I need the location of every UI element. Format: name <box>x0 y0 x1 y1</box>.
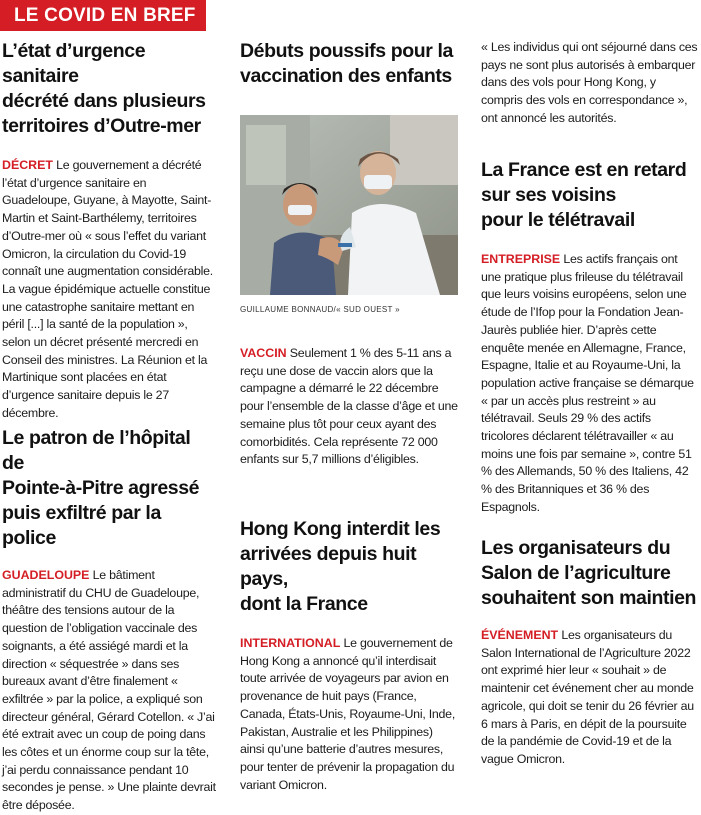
article-telework <box>481 158 699 517</box>
article-body: « Les individus qui ont séjourné dans ces pays ne sont plus autorisés à embarquer dans des vols pour Hong Kong, y compris des vols en correspondance », ont annoncé les autorités. <box>481 40 698 125</box>
article-body: VACCIN Seulement 1 % des 5-11 ans a reçu une dose de vaccin alors que la campagne a démarré le 22 décembre pour l’ensemble de la classe d’âge et une semaine plus tôt pour ceux ayant des comorbidités. Cela représente 72 000 enfants sur 5,7 millions d’éligibles. <box>240 346 458 467</box>
kicker: VACCIN <box>240 346 287 360</box>
headline: Les organisateurs du Salon de l’agriculture souhaitent son maintien <box>481 537 697 609</box>
kicker: DÉCRET <box>2 158 53 172</box>
headline: L’état d’urgence sanitaire décrété dans plusieurs territoires d’Outre-mer <box>2 40 206 137</box>
photo-credit: GUILLAUME BONNAUD/« SUD OUEST » <box>240 305 400 314</box>
article-hong-kong <box>240 517 458 794</box>
article-body: ÉVÉNEMENT Les organisateurs du Salon International de l’Agriculture 2022 ont exprimé hier leur « souhait » de maintenir cet événement cher au monde agricole, qui doit se tenir du 26 février au 6 mars à Paris, en dépit de la poursuite de la pandémie de Covid-19 et de la vague Omicron. <box>481 628 694 766</box>
kicker: GUADELOUPE <box>2 568 90 582</box>
kicker: ENTREPRISE <box>481 252 561 266</box>
article-body: GUADELOUPE Le bâtiment administratif du CHU de Guadeloupe, théâtre des tensions autour de la question de l’obligation vaccinale des soignants, a été assiégé mardi et la direction « séquestrée » dans ses bureaux avant d’être finalement « exfiltrée » par la police, a expliqué son directeur général, Gérard Cotellon. « J’ai été extrait avec un coup de poing dans les côtes et un énorme coup sur la tête, j’ai perdu connaissance pendant 10 secondes je pense. » Une plainte devrait être déposée. <box>2 568 216 813</box>
kicker: ÉVÉNEMENT <box>481 628 559 642</box>
headline: La France est en retard sur ses voisins pour le télétravail <box>481 159 687 231</box>
article-body: DÉCRET Le gouvernement a décrété l’état d’urgence sanitaire en Guadeloupe, Guyane, à Mayotte, Saint-Martin et Saint-Barthélemy, territoires d’Outre-mer où « sous l’effet du variant Omicron, la circulation du Covid-19 connaît une augmentation considérable. La vague épidémique actuelle constitue une catastrophe sanitaire mettant en péril [...] la santé de la population », selon un décret présenté mercredi en Conseil des ministres. La Réunion et la Martinique sont placées en état d’urgence sanitaire depuis le 27 décembre. <box>2 158 213 420</box>
article-agriculture-show <box>481 536 699 769</box>
article-hong-kong-continued <box>481 39 699 128</box>
article-body: INTERNATIONAL Le gouvernement de Hong Kong a annoncé qu’il interdisait toute arrivée de voyageurs par avion en provenance de huit pays (France, Canada, États-Unis, Royaume-Uni, Inde, Pakistan, Australie et les Philippines) ainsi qu’une batterie d’autres mesures, pour tenter de prévenir la propagation du variant Omicron. <box>240 636 456 792</box>
article-state-of-emergency <box>2 39 216 423</box>
kicker: INTERNATIONAL <box>240 636 341 650</box>
section-title: LE COVID EN BREF <box>6 0 206 31</box>
article-body: ENTREPRISE Les actifs français ont une pratique plus frileuse du télétravail que leurs voisins européens, selon une étude de l’Ifop pour la Fondation Jean-Jaurès publiée hier. D’après cette enquête menée en Allemagne, France, Espagne, Italie et au Royaume-Uni, la population active française se démarque « par un accès plus restreint » au télétravail. Seuls 29 % des actifs tricolores déclarent télétravailler « au moins une fois par semaine », contre 51 % des Allemands, 50 % des Italiens, 42 % des Britanniques et 36 % des Espagnols. <box>481 252 694 514</box>
headline: Le patron de l’hôpital de Pointe-à-Pitre agressé puis exfiltré par la police <box>2 427 200 549</box>
headline: Débuts poussifs pour la vaccination des enfants <box>240 40 453 87</box>
section-banner <box>0 0 206 31</box>
vaccination-photo <box>240 115 458 295</box>
article-vaccine-body <box>240 345 458 469</box>
headline: Hong Kong interdit les arrivées depuis huit pays, dont la France <box>240 518 441 615</box>
article-child-vaccination <box>240 39 458 89</box>
article-hospital-director <box>2 426 216 815</box>
